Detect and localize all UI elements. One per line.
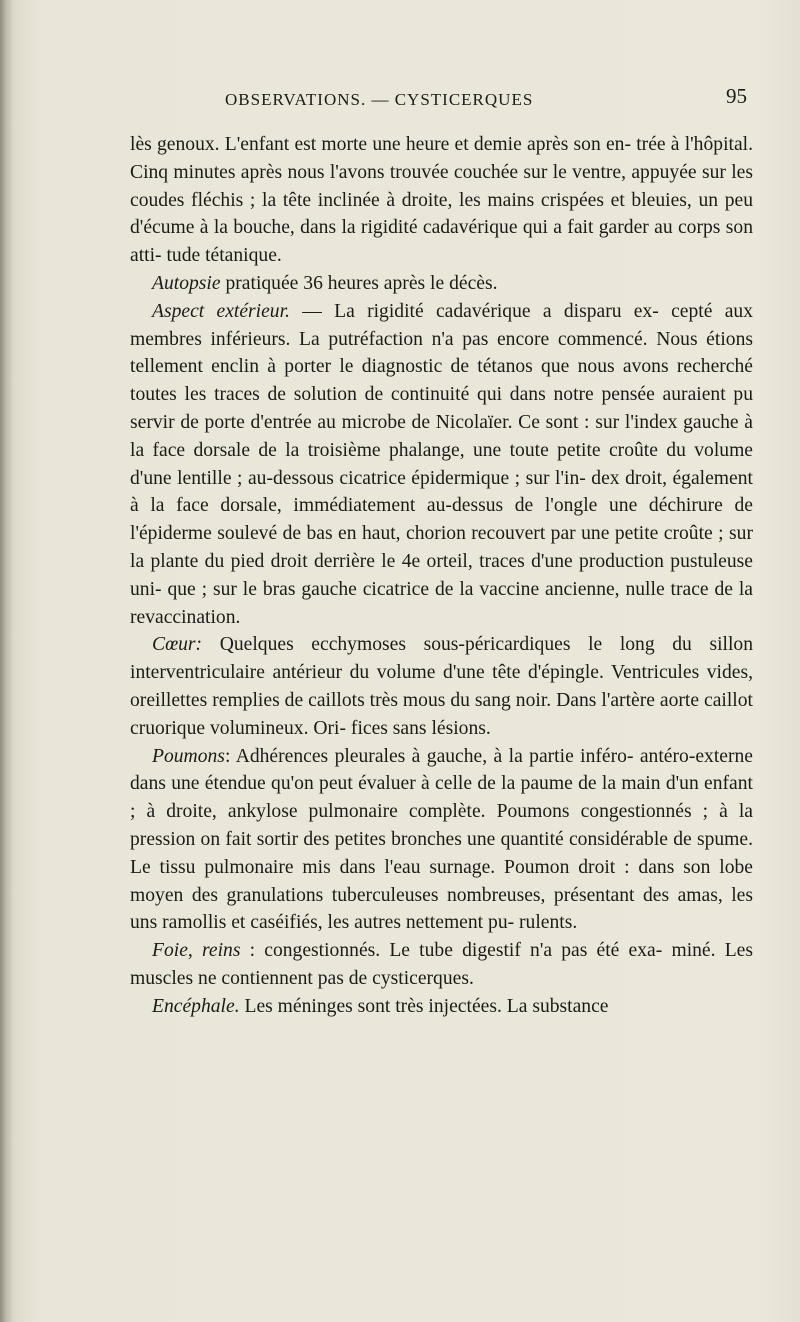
label-foie-reins: Foie, reins bbox=[152, 940, 241, 962]
label-poumons: Poumons bbox=[152, 745, 225, 767]
body-text bbox=[130, 131, 753, 1021]
label-aspect-exterieur: Aspect extérieur. bbox=[152, 300, 290, 322]
paragraph-autopsie bbox=[130, 270, 753, 298]
label-encephale: Encéphale. bbox=[152, 995, 240, 1017]
label-coeur: Cœur: bbox=[152, 634, 203, 656]
text-coeur: Quelques ecchymoses sous-péricardiques le long du sillon interventriculaire antérieur du volume d'une tête d'épingle. Ventricules vides, oreillettes remplies de caillots très mous du sang noir. Dans l'artère aorte caillot cruorique volumineux. Ori- fices sans lésions. bbox=[130, 634, 753, 739]
running-title: OBSERVATIONS. — CYSTICERQUES bbox=[225, 90, 534, 109]
page-number: 95 bbox=[726, 84, 747, 108]
paragraph-encephale bbox=[130, 993, 753, 1021]
text-autopsie: pratiquée 36 heures après le décès. bbox=[220, 272, 498, 294]
label-autopsie: Autopsie bbox=[152, 272, 221, 294]
spine-shadow bbox=[0, 0, 14, 1322]
text-aspect-exterieur: — La rigidité cadavérique a disparu ex- cepté aux membres inférieurs. La putréfaction n'a pas encore commencé. Nous étions tellement enclin à porter le diagnostic de tétanos que nous avons recherché toutes les traces de solution de continuité qui dans notre pensée auraient pu servir de porte d'entrée au microbe de Nicolaïer. Ce sont : sur l'index gauche à la face dorsale de la troisième phalange, une toute petite croûte du volume d'une lentille ; au-dessous cicatrice épidermique ; sur l'in- dex droit, également à la face dorsale, immédiatement au-dessus de l'ongle une déchirure de l'épiderme soulevé de bas en haut, chorion recouvert par une petite croûte ; sur la plante du pied droit derrière le 4e orteil, traces d'une production pustuleuse uni- que ; sur le bras gauche cicatrice de la vaccine ancienne, nulle trace de la revaccination. bbox=[130, 300, 754, 628]
text-encephale: Les méninges sont très injectées. La substance bbox=[239, 995, 609, 1017]
text-poumons: : Adhérences pleurales à gauche, à la partie inféro- antéro-externe dans une étendue qu'on peut évaluer à celle de la paume de la main d'un enfant ; à droite, ankylose pulmonaire complète. Poumons congestionnés ; à la pression on fait sortir des petites bronches une quantité considérable de spume. Le tissu pulmonaire mis dans l'eau surnage. Poumon droit : dans son lobe moyen des granulations tuberculeuses nombreuses, présentant des amas, les uns ramollis et caséifiés, les autres nettement pu- rulents. bbox=[130, 745, 753, 934]
paragraph-aspect-exterieur bbox=[130, 298, 753, 632]
paragraph-poumons bbox=[130, 743, 753, 938]
paragraph-coeur bbox=[130, 631, 753, 742]
text-foie-reins: : congestionnés. Le tube digestif n'a pas été exa- miné. Les muscles ne contiennent pas de cysticerques. bbox=[130, 940, 753, 989]
paragraph-foie-reins bbox=[130, 937, 753, 993]
paragraph-continuation: lès genoux. L'enfant est morte une heure et demie après son en- trée à l'hôpital. Cinq minutes après nous l'avons trouvée couchée sur le ventre, appuyée sur les coudes fléchis ; la tête inclinée à droite, les mains crispées et bleuies, un peu d'écume à la bouche, dans la rigidité cadavérique qui a fait garder au corps son atti- tude tétanique. bbox=[130, 134, 753, 267]
